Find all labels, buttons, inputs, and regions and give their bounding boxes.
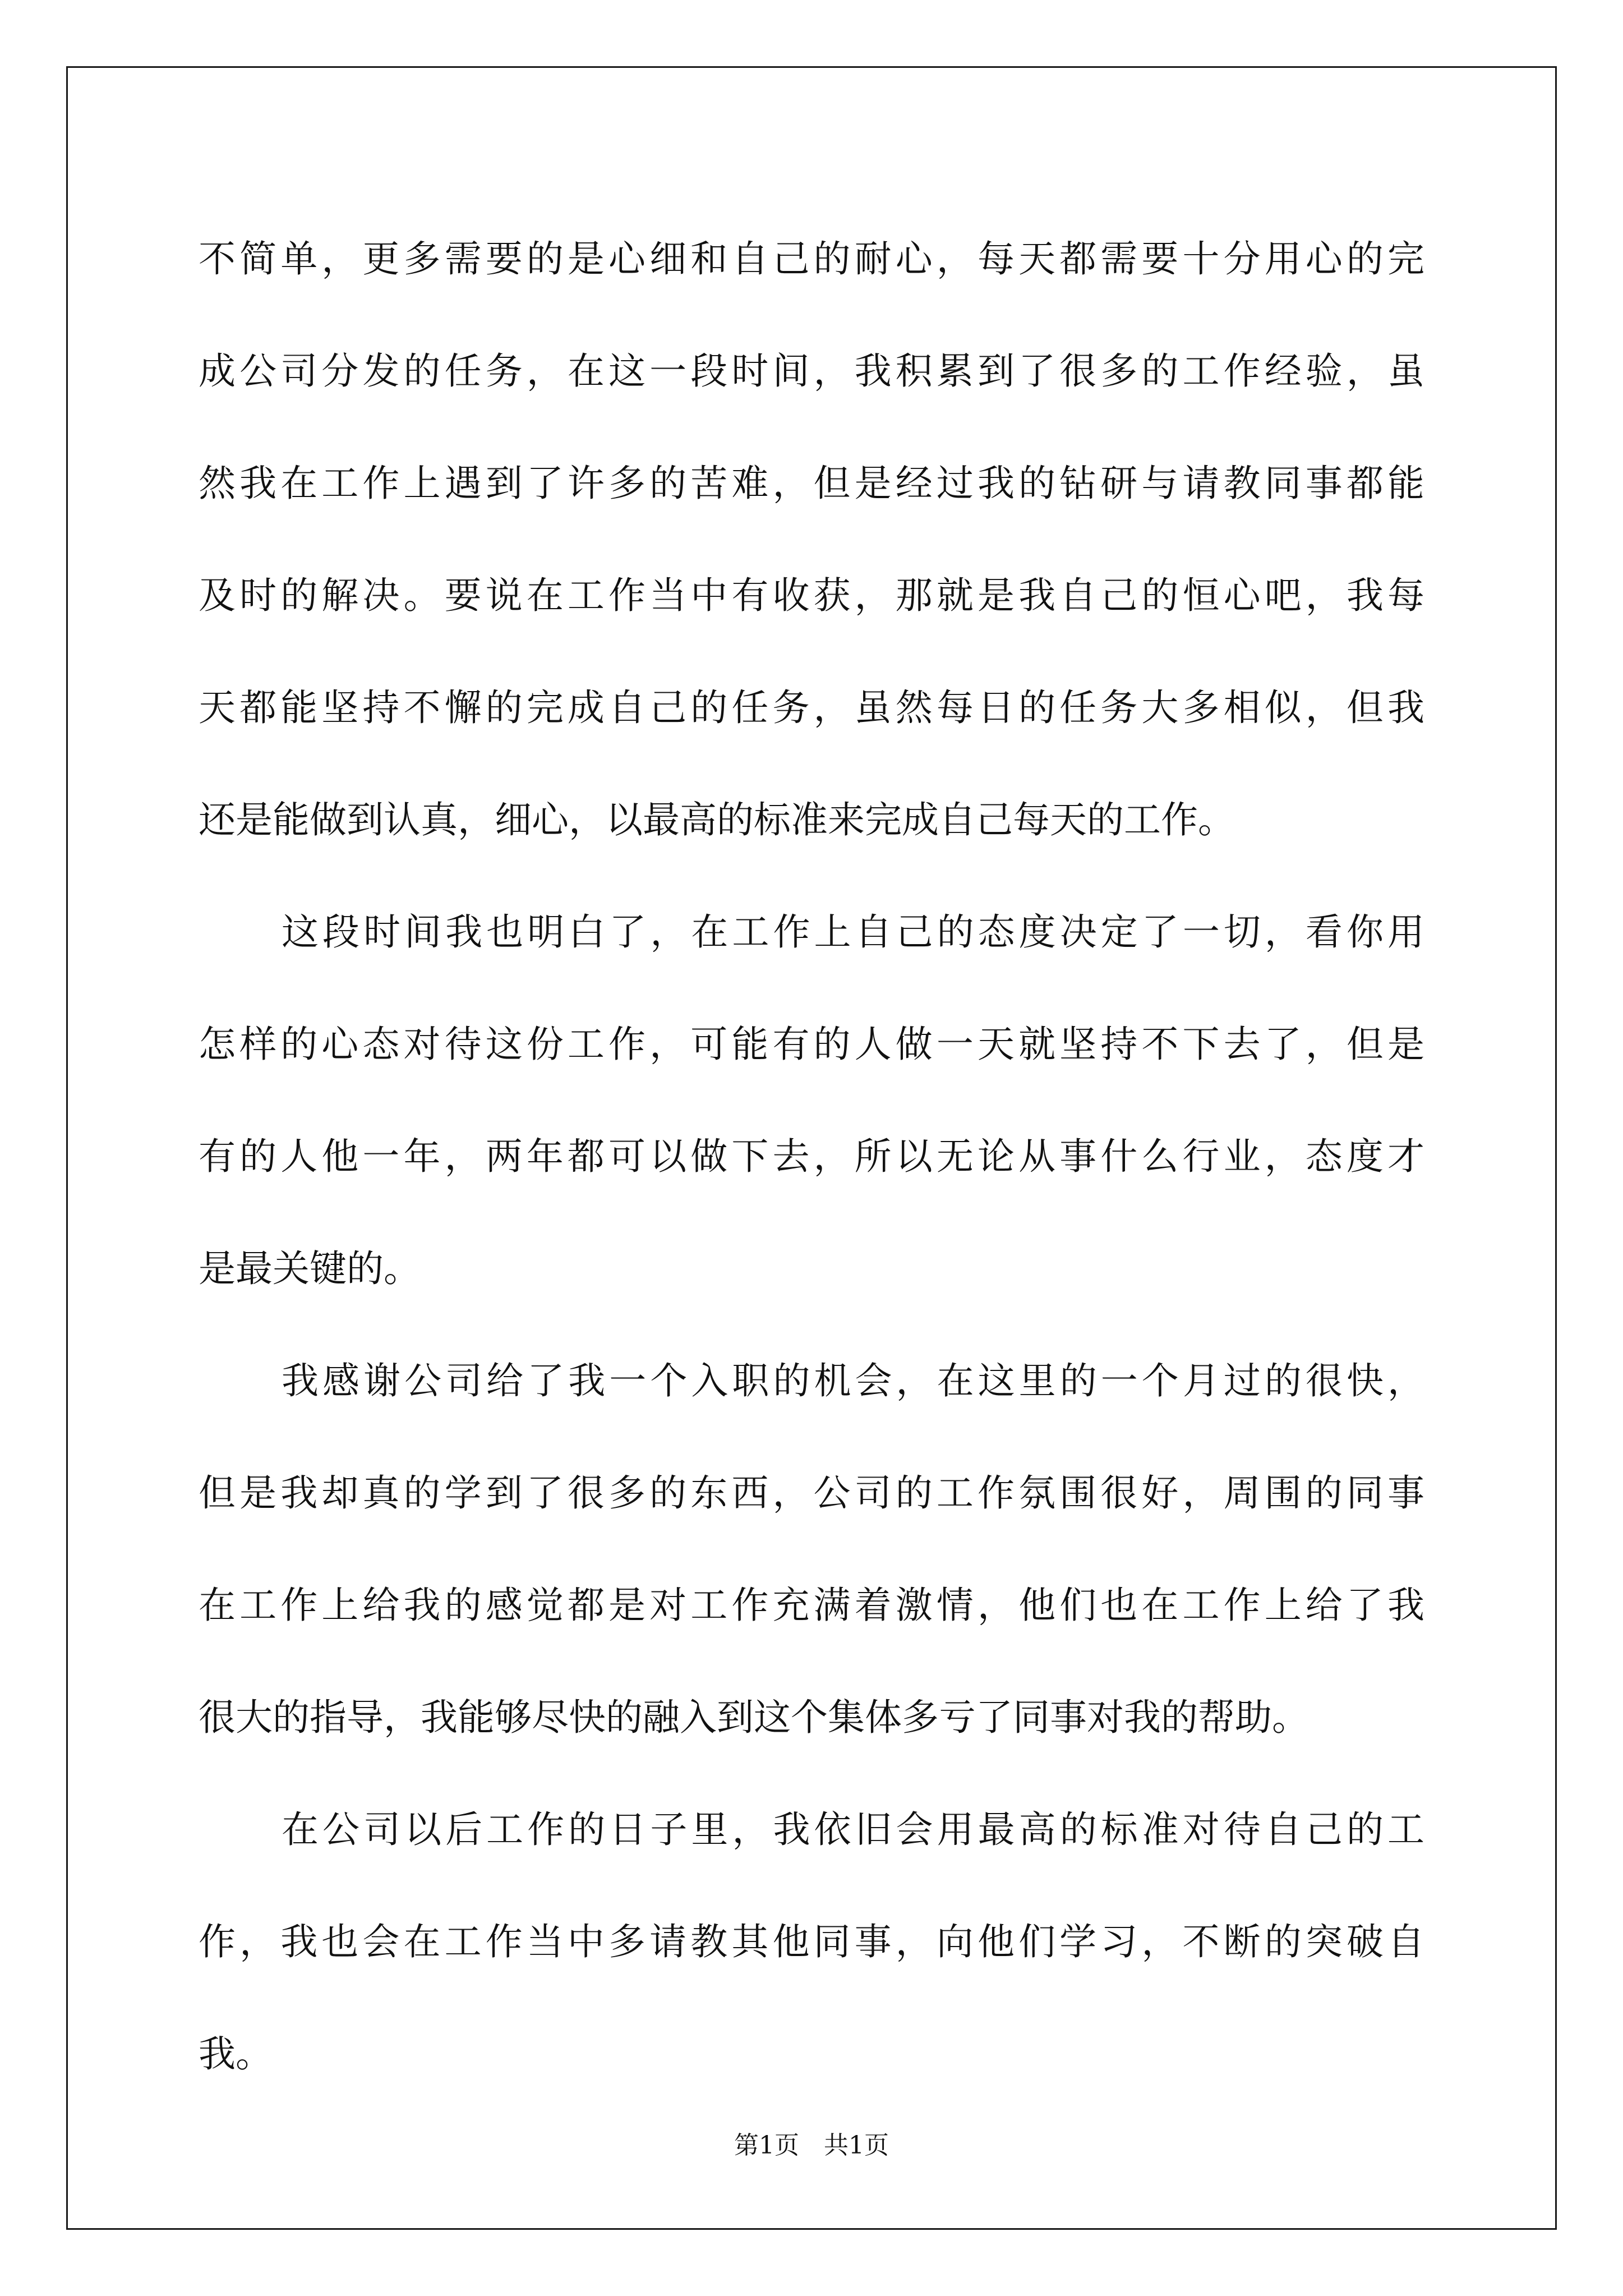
text-line: 很大的指导，我能够尽快的融入到这个集体多亏了同事对我的帮助。 bbox=[199, 1696, 1309, 1739]
text-line: 但是我却真的学到了很多的东西，公司的工作氛围很好，周围的同事 bbox=[199, 1471, 1424, 1515]
text-line: 这段时间我也明白了，在工作上自己的态度决定了一切，看你用 bbox=[282, 910, 1424, 954]
text-line: 成公司分发的任务，在这一段时间，我积累到了很多的工作经验，虽 bbox=[199, 349, 1424, 393]
document-body bbox=[199, 203, 1424, 2110]
page-number-footer: 第1页 共1页 bbox=[734, 2131, 889, 2160]
text-line: 我感谢公司给了我一个入职的机会，在这里的一个月过的很快， bbox=[282, 1359, 1424, 1402]
text-line: 及时的解决。要说在工作当中有收获，那就是我自己的恒心吧，我每 bbox=[199, 574, 1424, 617]
text-line: 在工作上给我的感觉都是对工作充满着激情，他们也在工作上给了我 bbox=[199, 1584, 1424, 1627]
text-line: 是最关键的。 bbox=[199, 1247, 421, 1290]
text-line: 怎样的心态对待这份工作，可能有的人做一天就坚持不下去了，但是 bbox=[199, 1023, 1424, 1066]
text-line: 天都能坚持不懈的完成自己的任务，虽然每日的任务大多相似，但我 bbox=[199, 686, 1424, 729]
text-line: 作，我也会在工作当中多请教其他同事，向他们学习，不断的突破自 bbox=[199, 1920, 1424, 1963]
text-line: 不简单，更多需要的是心细和自己的耐心，每天都需要十分用心的完 bbox=[199, 237, 1424, 280]
text-line: 有的人他一年，两年都可以做下去，所以无论从事什么行业，态度才 bbox=[199, 1135, 1424, 1178]
text-line: 我。 bbox=[199, 2032, 273, 2076]
text-line: 在公司以后工作的日子里，我依旧会用最高的标准对待自己的工 bbox=[282, 1808, 1424, 1851]
text-line: 还是能做到认真，细心，以最高的标准来完成自己每天的工作。 bbox=[199, 798, 1235, 841]
text-line: 然我在工作上遇到了许多的苦难，但是经过我的钻研与请教同事都能 bbox=[199, 462, 1424, 505]
